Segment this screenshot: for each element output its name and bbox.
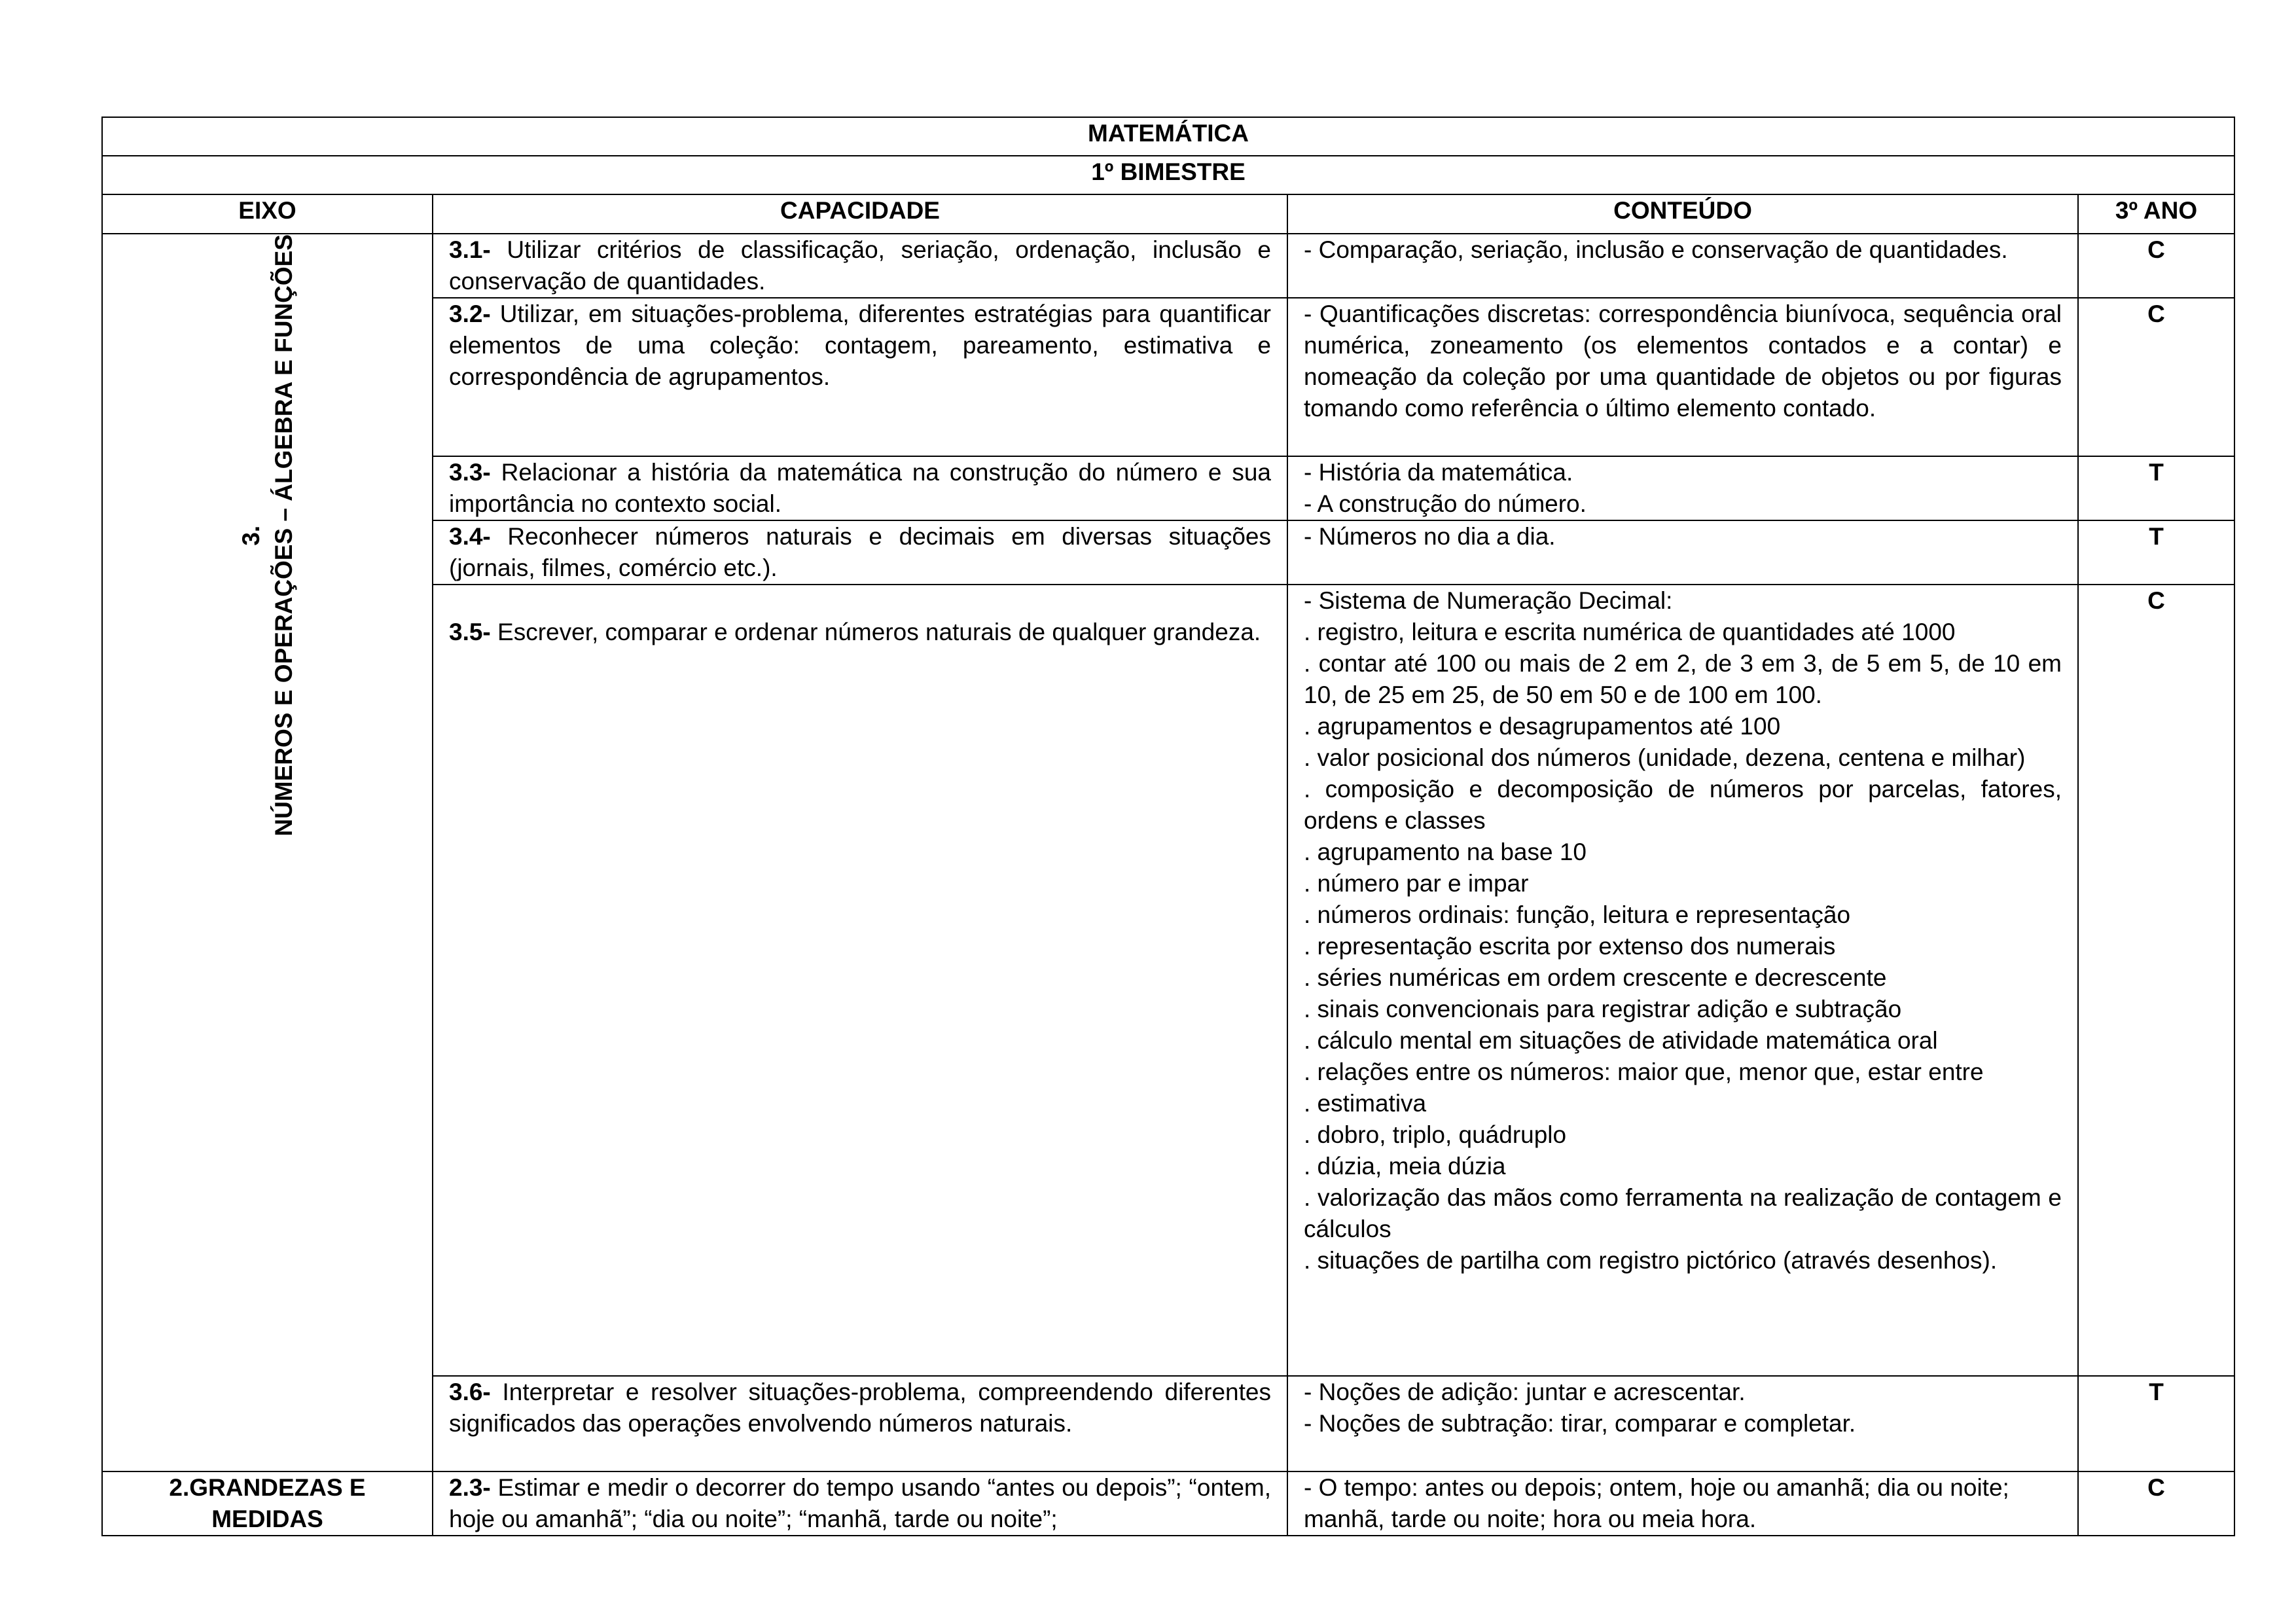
conteudo-line: . registro, leitura e escrita numérica de quantidades até 1000	[1304, 619, 1956, 645]
capacidade-cell	[433, 234, 1287, 298]
conteudo-line: . representação escrita por extenso dos numerais	[1304, 933, 1836, 960]
conteudo-line: - O tempo: antes ou depois; ontem, hoje ou amanhã; dia ou noite; manhã, tarde ou noite; hora ou meia hora.	[1304, 1474, 2009, 1532]
capacidade-code: 3.3-	[449, 459, 491, 486]
eixo-numeros-name: NÚMEROS E OPERAÇÕES – ÁLGEBRA E FUNÇÕES	[270, 234, 297, 837]
conteudo-line: . estimativa	[1304, 1090, 1427, 1117]
conteudo-line: . composição e decomposição de números por parcelas, fatores, ordens e classes	[1304, 776, 2062, 834]
conteudo-line: - História da matemática.	[1304, 459, 1573, 486]
conteudo-line: - Noções de adição: juntar e acrescentar.	[1304, 1379, 1746, 1405]
conteudo-cell	[1287, 298, 2078, 456]
table-title: MATEMÁTICA	[102, 117, 2234, 156]
capacidade-code: 2.3-	[449, 1474, 491, 1501]
capacidade-cell	[433, 1376, 1287, 1471]
eixo-numeros-number: 3.	[237, 525, 264, 546]
capacidade-text: Interpretar e resolver situações-problema, compreendendo diferentes significados das operações envolvendo números naturais.	[449, 1379, 1271, 1437]
eixo-numeros-cell	[102, 234, 433, 1471]
conteudo-line: - A construção do número.	[1304, 490, 1587, 517]
capacidade-text: Reconhecer números naturais e decimais em diversas situações (jornais, filmes, comércio etc.).	[449, 523, 1271, 581]
conteudo-line: . número par e impar	[1304, 870, 1529, 897]
eixo-numeros-label	[235, 234, 300, 837]
conteudo-line: . agrupamento na base 10	[1304, 839, 1587, 865]
conteudo-cell	[1287, 520, 2078, 585]
ano-value: C	[2078, 1471, 2234, 1536]
table-period: 1º BIMESTRE	[102, 156, 2234, 194]
capacidade-code: 3.4-	[449, 523, 491, 550]
conteudo-line: - Comparação, seriação, inclusão e conservação de quantidades.	[1304, 236, 2008, 263]
conteudo-line: . contar até 100 ou mais de 2 em 2, de 3 em 3, de 5 em 5, de 10 em 10, de 25 em 25, de 50 em 50 e de 100 em 100.	[1304, 650, 2062, 708]
conteudo-line: . cálculo mental em situações de atividade matemática oral	[1304, 1027, 1938, 1054]
conteudo-line: - Noções de subtração: tirar, comparar e completar.	[1304, 1410, 1856, 1437]
conteudo-cell	[1287, 234, 2078, 298]
capacidade-cell	[433, 585, 1287, 1376]
capacidade-code: 3.5-	[449, 619, 491, 645]
conteudo-line: . valor posicional dos números (unidade, dezena, centena e milhar)	[1304, 744, 2026, 771]
capacidade-text: Estimar e medir o decorrer do tempo usando “antes ou depois”; “ontem, hoje ou amanhã”; “dia ou noite”; “manhã, tarde ou noite”;	[449, 1474, 1271, 1532]
capacidade-cell	[433, 456, 1287, 520]
capacidade-text: Escrever, comparar e ordenar números naturais de qualquer grandeza.	[490, 619, 1261, 645]
conteudo-line: - Quantificações discretas: correspondência biunívoca, sequência oral numérica, zoneamento (os elementos contados e a contar) e nomeação da coleção por uma quantidade de objetos ou por figuras tomando como referência o último elemento contado.	[1304, 300, 2062, 422]
conteudo-line: . sinais convencionais para registrar adição e subtração	[1304, 996, 1902, 1022]
conteudo-line: . dobro, triplo, quádruplo	[1304, 1121, 1567, 1148]
capacidade-text: Relacionar a história da matemática na construção do número e sua importância no contexto social.	[449, 459, 1271, 517]
curriculum-table	[101, 117, 2235, 1536]
ano-value: T	[2078, 456, 2234, 520]
ano-value: C	[2078, 585, 2234, 1376]
ano-value: C	[2078, 234, 2234, 298]
capacidade-code: 3.2-	[449, 300, 491, 327]
header-eixo: EIXO	[102, 194, 433, 234]
capacidade-text: Utilizar critérios de classificação, seriação, ordenação, inclusão e conservação de quantidades.	[449, 236, 1271, 295]
capacidade-code: 3.1-	[449, 236, 491, 263]
capacidade-text: Utilizar, em situações-problema, diferentes estratégias para quantificar elementos de uma coleção: contagem, pareamento, estimativa e correspondência de agrupamentos.	[449, 300, 1271, 390]
conteudo-line: . séries numéricas em ordem crescente e decrescente	[1304, 964, 1887, 991]
conteudo-line: . dúzia, meia dúzia	[1304, 1153, 1506, 1180]
conteudo-cell	[1287, 585, 2078, 1376]
ano-value: T	[2078, 520, 2234, 585]
capacidade-cell	[433, 520, 1287, 585]
header-conteudo: CONTEÚDO	[1287, 194, 2078, 234]
table-row	[102, 1471, 2234, 1536]
conteudo-line: . relações entre os números: maior que, menor que, estar entre	[1304, 1058, 1984, 1085]
conteudo-cell	[1287, 456, 2078, 520]
capacidade-cell	[433, 298, 1287, 456]
table-row	[102, 234, 2234, 298]
conteudo-cell	[1287, 1376, 2078, 1471]
capacidade-code: 3.6-	[449, 1379, 491, 1405]
header-capacidade: CAPACIDADE	[433, 194, 1287, 234]
conteudo-line: . números ordinais: função, leitura e representação	[1304, 901, 1851, 928]
conteudo-line: . valorização das mãos como ferramenta na realização de contagem e cálculos	[1304, 1184, 2062, 1242]
eixo-grandezas-label: 2.GRANDEZAS E MEDIDAS	[102, 1471, 433, 1536]
conteudo-cell	[1287, 1471, 2078, 1536]
ano-value: T	[2078, 1376, 2234, 1471]
conteudo-line: . situações de partilha com registro pictórico (através desenhos).	[1304, 1247, 1998, 1274]
conteudo-line: - Números no dia a dia.	[1304, 523, 1556, 550]
conteudo-line: . agrupamentos e desagrupamentos até 100	[1304, 713, 1781, 740]
conteudo-line: - Sistema de Numeração Decimal:	[1304, 587, 1673, 614]
ano-value: C	[2078, 298, 2234, 456]
header-ano: 3º ANO	[2078, 194, 2234, 234]
capacidade-cell	[433, 1471, 1287, 1536]
